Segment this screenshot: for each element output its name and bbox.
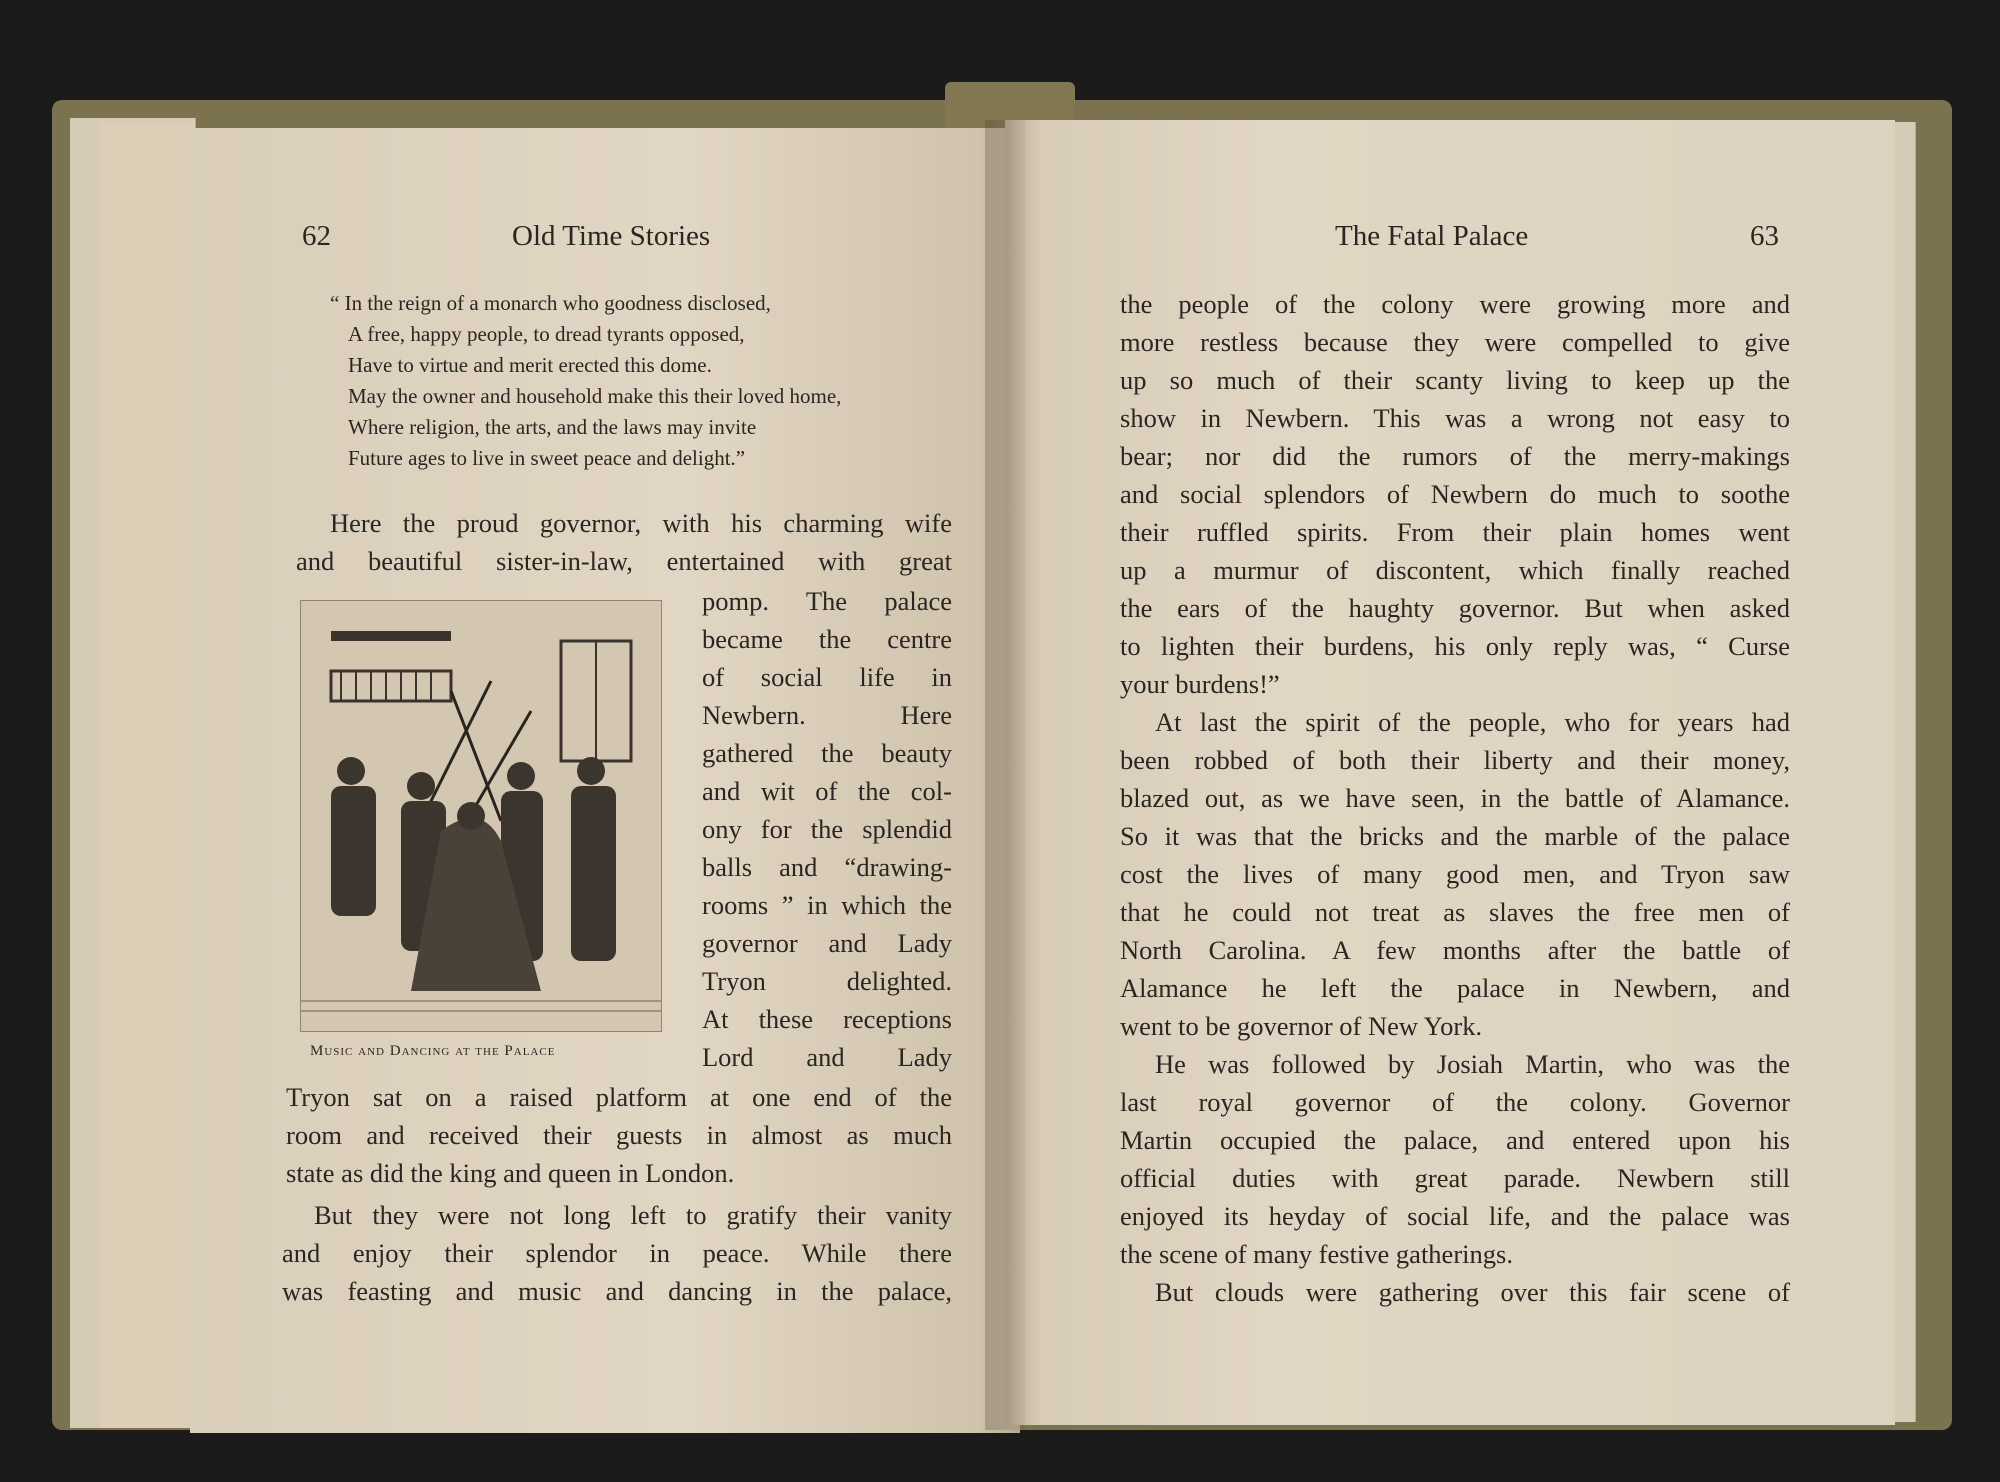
text-line: the scene of many festive gatherings. (1120, 1239, 1513, 1269)
illustration-caption: Music and Dancing at the Palace (310, 1043, 556, 1059)
text-line: up a murmur of discontent, which finally reached (1120, 555, 1790, 585)
text-line: At these receptions (702, 1004, 952, 1034)
text-line: last royal governor of the colony. Governor (1120, 1087, 1790, 1117)
poem-line: May the owner and household make this their loved home, (348, 384, 842, 408)
text-line: state as did the king and queen in London. (286, 1158, 735, 1188)
right-running-head: The Fatal Palace (1335, 220, 1529, 252)
poem-line: Have to virtue and merit erected this dome. (348, 353, 712, 377)
text-line: became the centre (702, 624, 952, 654)
text-line: rooms ” in which the (702, 890, 952, 920)
text-line: gathered the beauty (702, 738, 952, 768)
right-page-number: 63 (1750, 220, 1779, 252)
text-line: room and received their guests in almost as much (286, 1120, 952, 1150)
text-line: went to be governor of New York. (1120, 1011, 1483, 1041)
text-line: balls and “drawing- (702, 852, 952, 882)
text-line: He was followed by Josiah Martin, who was the (1155, 1049, 1790, 1079)
gutter-shadow (985, 120, 1025, 1430)
text-line: that he could not treat as slaves the free men of (1120, 897, 1790, 927)
text-line: the ears of the haughty governor. But when asked (1120, 593, 1790, 623)
text-line: bear; nor did the rumors of the merry-makings (1120, 441, 1790, 471)
text-line: At last the spirit of the people, who for years had (1155, 707, 1790, 737)
text-line: Tryon sat on a raised platform at one end of the (286, 1082, 952, 1112)
engraving-figures (301, 601, 661, 1031)
text-line: Lord and Lady (702, 1042, 952, 1072)
poem-line: A free, happy people, to dread tyrants opposed, (348, 322, 745, 346)
text-line: show in Newbern. This was a wrong not easy to (1120, 403, 1790, 433)
text-line: and enjoy their splendor in peace. While there (282, 1238, 952, 1268)
text-line: ony for the splendid (702, 814, 952, 844)
text-line: blazed out, as we have seen, in the battle of Alamance. (1120, 783, 1790, 813)
text-line: and beautiful sister-in-law, entertained with great (296, 546, 952, 576)
text-line: been robbed of both their liberty and their money, (1120, 745, 1790, 775)
text-line: But they were not long left to gratify their vanity (314, 1200, 952, 1230)
text-line: up so much of their scanty living to keep up the (1120, 365, 1790, 395)
text-line: So it was that the bricks and the marble of the palace (1120, 821, 1790, 851)
text-line: Here the proud governor, with his charming wife (330, 508, 952, 538)
text-line: Newbern. Here (702, 700, 952, 730)
text-line: cost the lives of many good men, and Tryon saw (1120, 859, 1790, 889)
poem-line: “ In the reign of a monarch who goodness disclosed, (330, 291, 771, 315)
text-line: their ruffled spirits. From their plain homes went (1120, 517, 1790, 547)
text-line: Martin occupied the palace, and entered upon his (1120, 1125, 1790, 1155)
text-line: your burdens!” (1120, 669, 1280, 699)
left-page-number: 62 (302, 220, 331, 252)
left-running-head: Old Time Stories (512, 220, 711, 252)
text-line: North Carolina. A few months after the battle of (1120, 935, 1790, 965)
text-line: was feasting and music and dancing in the palace, (282, 1276, 952, 1306)
text-line: Alamance he left the palace in Newbern, and (1120, 973, 1790, 1003)
poem-line: Future ages to live in sweet peace and delight.” (348, 446, 746, 470)
poem-line: Where religion, the arts, and the laws may invite (348, 415, 757, 439)
text-line: official duties with great parade. Newbern still (1120, 1163, 1790, 1193)
text-line: and wit of the col- (702, 776, 952, 806)
text-line: of social life in (702, 662, 952, 692)
text-line: the people of the colony were growing more and (1120, 289, 1790, 319)
text-line: and social splendors of Newbern do much to soothe (1120, 479, 1790, 509)
text-line: more restless because they were compelled to give (1120, 327, 1790, 357)
text-line: governor and Lady (702, 928, 952, 958)
text-line: Tryon delighted. (702, 966, 952, 996)
text-line: pomp. The palace (702, 586, 952, 616)
illustration-image (300, 600, 662, 1032)
right-page (1005, 120, 1895, 1425)
text-line: to lighten their burdens, his only reply was, “ Curse (1120, 631, 1790, 661)
left-page-edges-inner (100, 122, 196, 1428)
text-line: enjoyed its heyday of social life, and the palace was (1120, 1201, 1790, 1231)
text-line: But clouds were gathering over this fair scene of (1155, 1277, 1790, 1307)
